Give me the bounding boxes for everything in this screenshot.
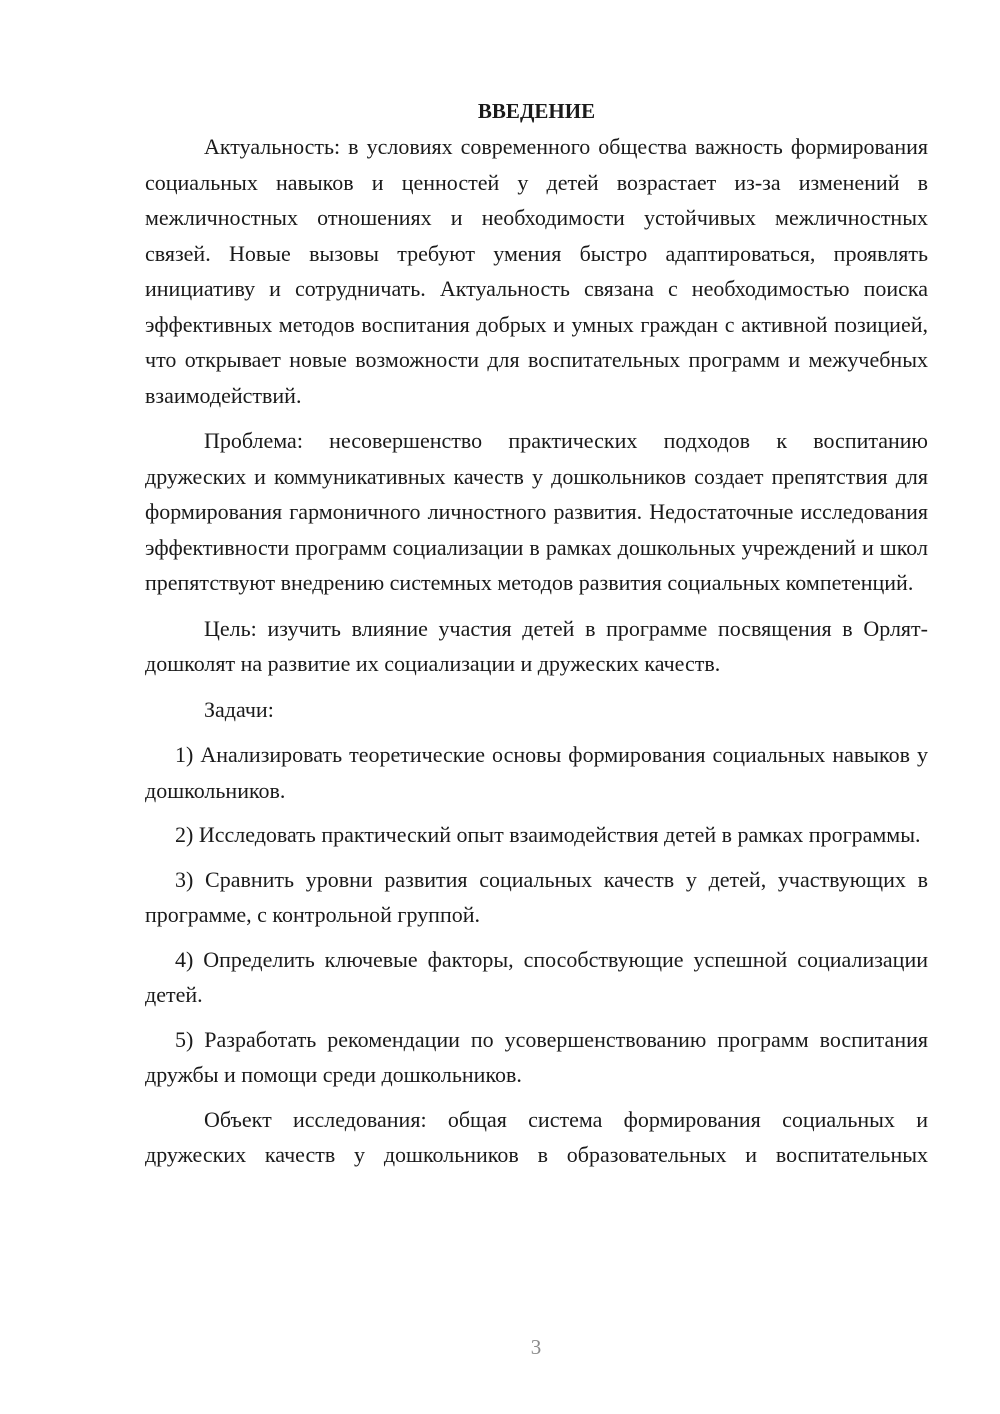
task-item: 2) Исследовать практический опыт взаимодействия детей в рамках программы. — [175, 822, 921, 847]
task-item: 3) Сравнить уровни развития социальных качеств у детей, участвующих в программе, с контрольной группой. — [145, 866, 928, 927]
task-item: 1) Анализировать теоретические основы формирования социальных навыков у дошкольников. — [145, 742, 928, 803]
object-paragraph: Объект исследования: общая система формирования социальных и дружеских качеств у дошкольников в образовательных и воспитательных — [145, 1106, 928, 1167]
page-number: 3 — [530, 1335, 542, 1359]
relevance-paragraph: Актуальность: в условиях современного общества важность формирования социальных навыков и ценностей у детей возрастает из-за изменений в межличностных отношениях и необходимости устойчивых межличностных связей. Новые вызовы требуют умения быстро адаптироваться, проявлять инициативу и сотрудничать. Актуальность связана с необходимостью поиска эффективных методов воспитания добрых и умных граждан с активной позицией, что открывает новые возможности для воспитательных программ и межучебных взаимодействий. — [145, 134, 928, 408]
goal-paragraph: Цель: изучить влияние участия детей в программе посвящения в Орлят-дошколят на развитие их социализации и дружеских качеств. — [145, 615, 928, 676]
problem-paragraph: Проблема: несовершенство практических подходов к воспитанию дружеских и коммуникативных качеств у дошкольников создает препятствия для формирования гармоничного личностного развития. Недостаточные исследования эффективности программ социализации в рамках дошкольных учреждений и школ препятствуют внедрению системных методов развития социальных компетенций. — [145, 428, 928, 595]
section-heading: ВВЕДЕНИЕ — [477, 99, 596, 123]
task-item: 5) Разработать рекомендации по усовершенствованию программ воспитания дружбы и помощи среди дошкольников. — [145, 1026, 928, 1087]
page-content — [145, 96, 928, 1183]
task-item: 4) Определить ключевые факторы, способствующие успешной социализации детей. — [145, 946, 928, 1007]
tasks-label: Задачи: — [204, 696, 274, 722]
